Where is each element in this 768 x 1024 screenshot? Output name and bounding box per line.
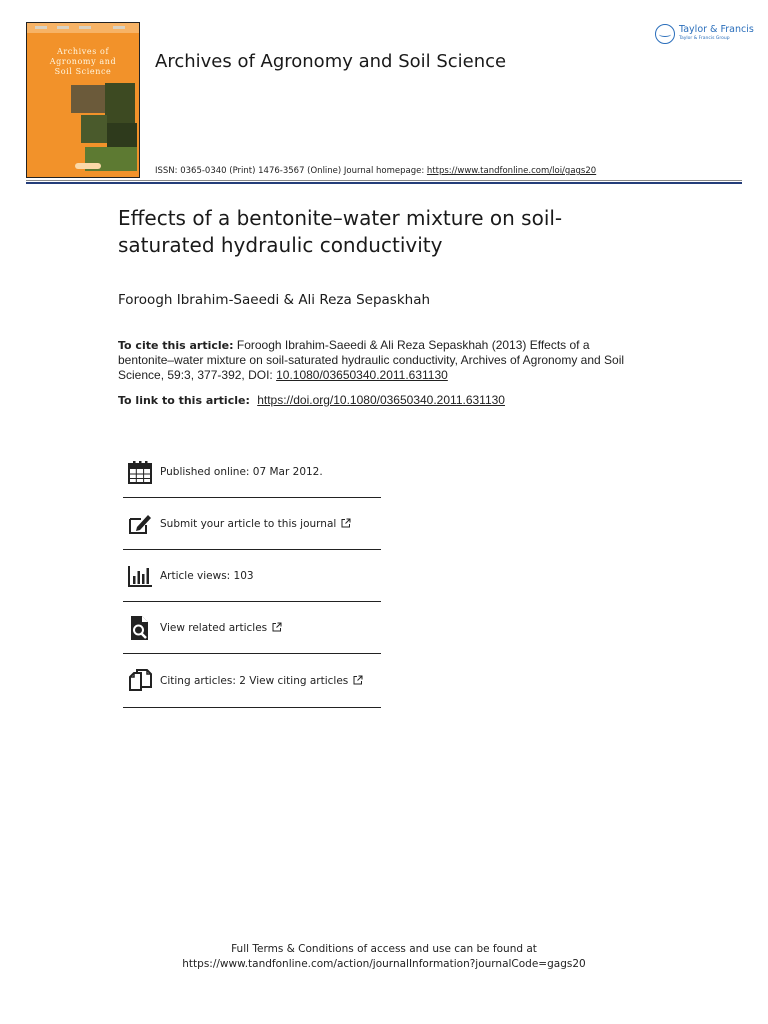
cover-publisher-logo xyxy=(75,163,101,169)
related-articles-row[interactable] xyxy=(123,602,381,654)
published-online-label: Published online: 07 Mar 2012. xyxy=(160,465,323,478)
cover-photo-2 xyxy=(105,83,135,123)
copy-documents-icon xyxy=(127,668,153,694)
taylor-francis-icon xyxy=(655,24,675,44)
citation-block xyxy=(118,338,648,383)
citing-articles-label: Citing articles: 2 View citing articles xyxy=(160,675,363,687)
publisher-name: Taylor & Francis xyxy=(679,24,754,35)
terms-footer xyxy=(0,942,768,972)
external-link-icon xyxy=(341,518,351,528)
calendar-icon xyxy=(127,459,153,485)
edit-icon xyxy=(127,511,153,537)
terms-url[interactable]: https://www.tandfonline.com/action/journalInformation?journalCode=gags20 xyxy=(182,958,586,970)
publisher-sub: Taylor & Francis Group xyxy=(679,36,730,41)
bar-chart-icon xyxy=(127,563,153,589)
article-info-list xyxy=(123,446,381,708)
article-doi-url-link[interactable]: https://doi.org/10.1080/03650340.2011.631130 xyxy=(257,393,505,407)
citing-articles-row[interactable] xyxy=(123,654,381,708)
cover-photo-3 xyxy=(81,115,107,143)
doi-link[interactable]: 10.1080/03650340.2011.631130 xyxy=(276,368,448,382)
journal-homepage-link[interactable]: https://www.tandfonline.com/loi/gags20 xyxy=(426,166,597,176)
cover-photo-1 xyxy=(71,85,105,113)
external-link-icon xyxy=(272,622,282,632)
article-link-line xyxy=(118,393,505,407)
article-authors: Foroogh Ibrahim-Saeedi & Ali Reza Sepaskhah xyxy=(118,292,431,308)
external-link-icon xyxy=(353,675,363,685)
submit-article-label: Submit your article to this journal xyxy=(160,518,351,530)
article-views-label: Article views: 103 xyxy=(160,569,254,582)
cite-text: Foroogh Ibrahim-Saeedi & Ali Reza Sepaskhah (2013) Effects of a bentonite–water mixture on soil-saturated hydraulic conductivity, Archives of Agronomy and Soil Science, 59:3, 377-392, DOI: xyxy=(118,338,625,382)
issn-text: ISSN: 0365-0340 (Print) 1476-3567 (Online) Journal homepage: xyxy=(155,166,427,176)
terms-line: Full Terms & Conditions of access and use can be found at xyxy=(231,943,537,955)
article-views-row xyxy=(123,550,381,602)
header-divider-blue xyxy=(26,182,742,184)
published-online-row xyxy=(123,446,381,498)
cover-top-strip xyxy=(27,23,139,33)
journal-title: Archives of Agronomy and Soil Science xyxy=(155,51,507,72)
document-search-icon xyxy=(127,615,153,641)
related-articles-label: View related articles xyxy=(160,622,282,634)
issn-line xyxy=(155,166,596,176)
header-divider-thin xyxy=(26,180,742,181)
cover-title: Archives of Agronomy and Soil Science xyxy=(49,47,117,76)
journal-cover-image xyxy=(26,22,140,178)
article-title: Effects of a bentonite–water mixture on soil- saturated hydraulic conductivity xyxy=(118,206,563,257)
link-label: To link to this article: xyxy=(118,394,250,407)
publisher-logo[interactable] xyxy=(655,22,754,48)
submit-article-row[interactable] xyxy=(123,498,381,550)
cite-label: To cite this article: xyxy=(118,339,234,352)
